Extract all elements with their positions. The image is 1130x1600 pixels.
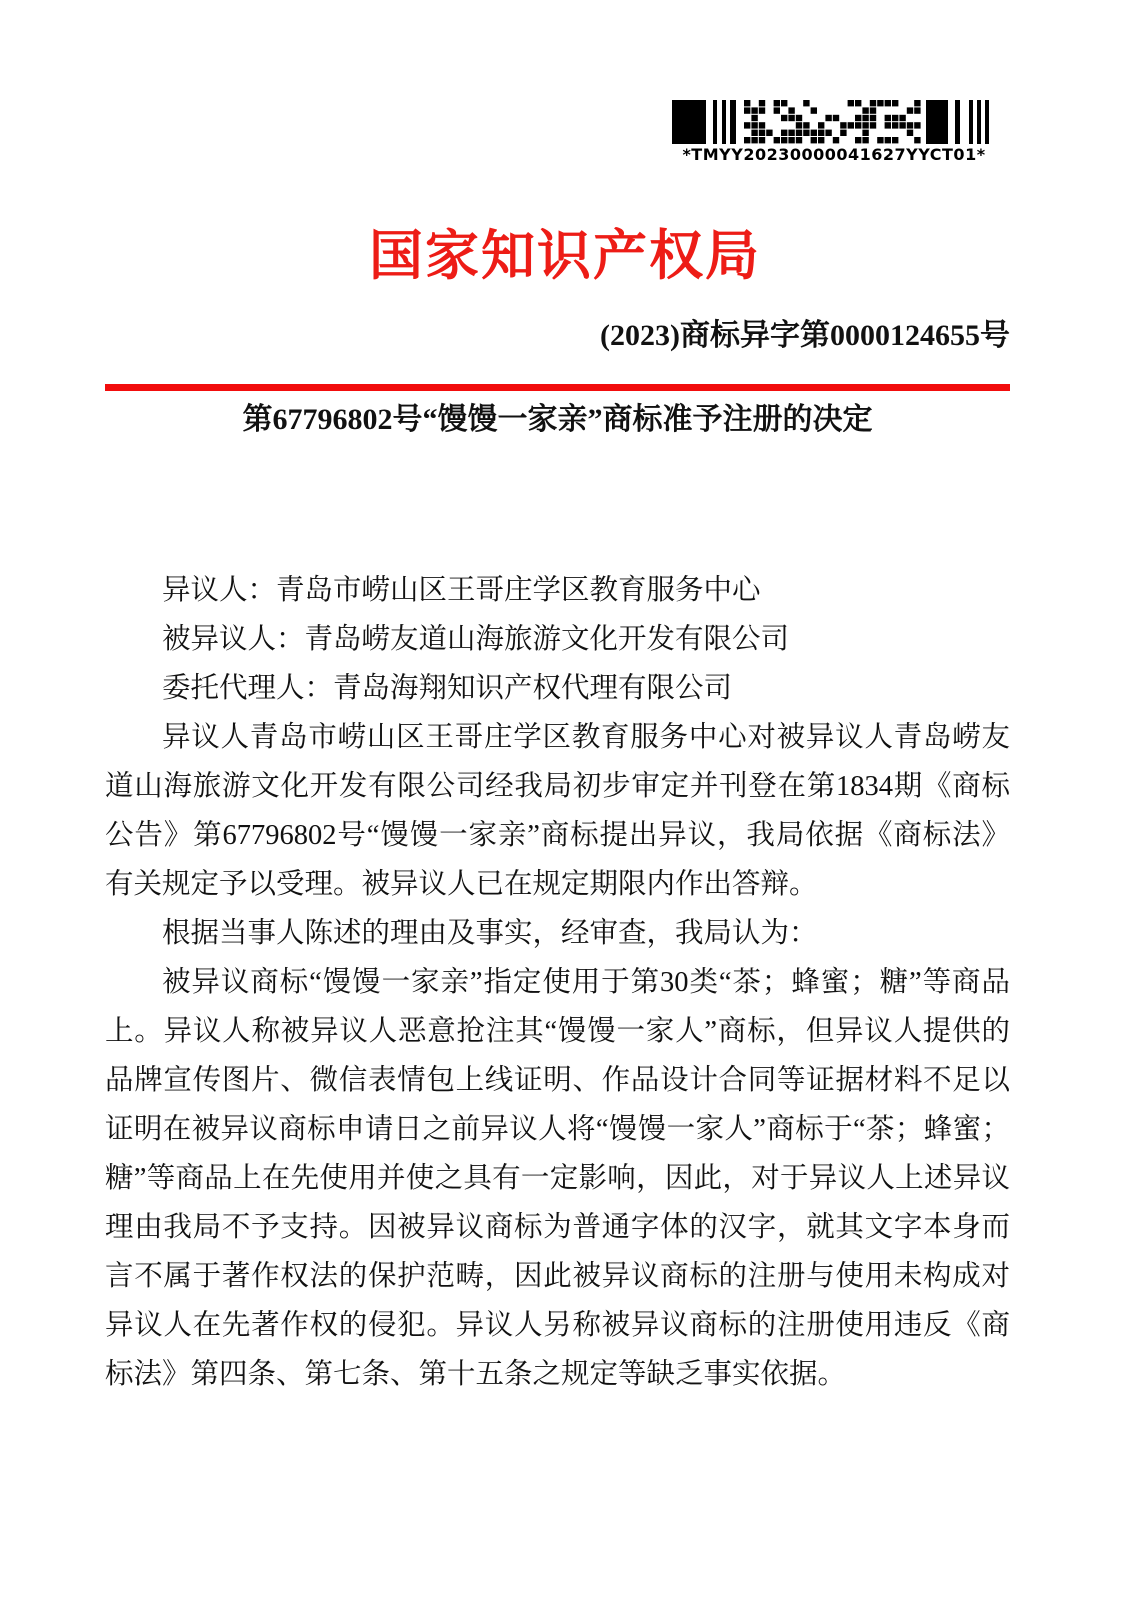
party-line: 被异议人：青岛崂友道山海旅游文化开发有限公司: [162, 624, 790, 655]
red-divider: [105, 384, 1010, 391]
barcode-text: *TMYY20230000041627YYCT01*: [682, 145, 986, 164]
doc-number: (2023)商标异字第0000124655号: [600, 319, 1010, 352]
party-list: [105, 566, 1010, 713]
barcode-block: [672, 100, 996, 164]
party-line: 异议人：青岛市崂山区王哥庄学区教育服务中心: [162, 575, 761, 606]
body-paragraph: 被异议商标“馒馒一家亲”指定使用于第30类“茶；蜂蜜；糖”等商品上。异议人称被异议人恶意抢注其“馒馒一家人”商标，但异议人提供的品牌宣传图片、微信表情包上线证明、作品设计合同等证据材料不足以证明在被异议商标申请日之前异议人将“馒馒一家人”商标于“茶；蜂蜜；糖”等商品上在先使用并使之具有一定影响，因此，对于异议人上述异议理由我局不予支持。因被异议商标为普通字体的汉字，就其文字本身而言不属于著作权法的保护范畴，因此被异议商标的注册与使用未构成对异议人在先著作权的侵犯。异议人另称被异议商标的注册使用违反《商标法》第四条、第七条、第十五条之规定等缺乏事实依据。: [105, 967, 1010, 1390]
authority-title: 国家知识产权局: [369, 226, 761, 286]
decision-body: [105, 566, 1010, 1399]
paragraph-list: [105, 713, 1010, 1399]
party-line: 委托代理人：青岛海翔知识产权代理有限公司: [162, 673, 733, 704]
body-paragraph: 根据当事人陈述的理由及事实，经审查，我局认为：: [162, 918, 818, 949]
barcode-icon: [672, 100, 996, 144]
decision-title: 第67796802号“馒馒一家亲”商标准予注册的决定: [242, 403, 873, 436]
barcode-modules: [744, 100, 921, 143]
body-paragraph: 异议人青岛市崂山区王哥庄学区教育服务中心对被异议人青岛崂友道山海旅游文化开发有限公司经我局初步审定并刊登在第1834期《商标公告》第67796802号“馒馒一家亲”商标提出异议，我局依据《商标法》有关规定予以受理。被异议人已在规定期限内作出答辩。: [105, 722, 1010, 900]
